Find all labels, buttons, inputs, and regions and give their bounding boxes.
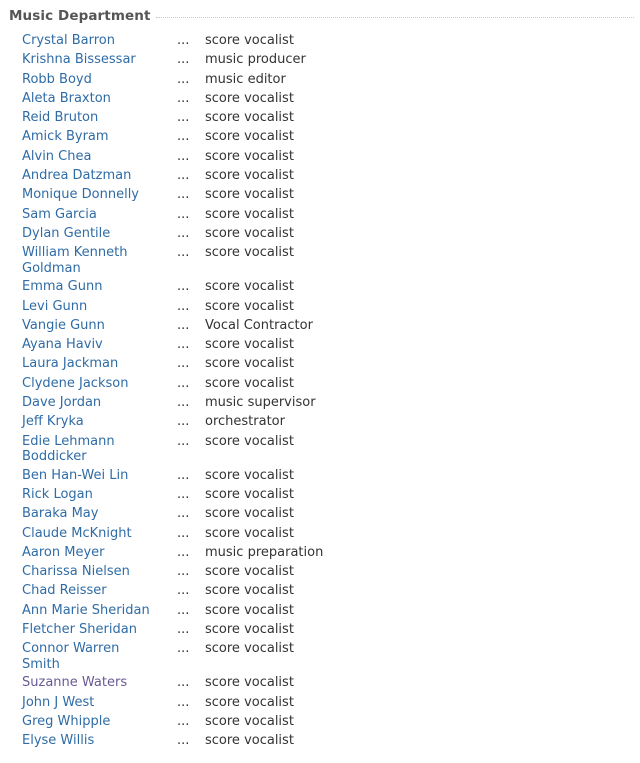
credit-separator: ...: [177, 317, 190, 333]
credit-name-cell: [22, 299, 156, 315]
credit-role: music supervisor: [205, 395, 316, 411]
credit-row: [0, 640, 640, 674]
credit-row: [0, 51, 640, 70]
credit-name-cell: [22, 506, 156, 522]
credit-row: [0, 90, 640, 109]
person-name-link[interactable]: Greg Whipple: [22, 713, 111, 729]
credit-name-cell: [22, 583, 156, 599]
person-name-link[interactable]: Krishna Bissessar: [22, 52, 136, 68]
credit-row: [0, 433, 640, 467]
credit-row: [0, 563, 640, 582]
person-name-link[interactable]: Edie Lehmann Boddicker: [22, 433, 115, 465]
credit-name-cell: [22, 395, 156, 411]
credit-role: score vocalist: [205, 168, 294, 184]
credit-role: music editor: [205, 71, 286, 87]
credit-row: [0, 278, 640, 297]
credit-name-cell: [22, 337, 156, 353]
credit-role: score vocalist: [205, 90, 294, 106]
person-name-link[interactable]: Ben Han-Wei Lin: [22, 467, 129, 483]
person-name-link[interactable]: Emma Gunn: [22, 279, 103, 295]
credit-separator: ...: [177, 733, 190, 749]
credit-name-cell: [22, 91, 156, 107]
credit-role: score vocalist: [205, 33, 294, 48]
person-name-link[interactable]: Rick Logan: [22, 486, 93, 502]
credit-separator: ...: [177, 110, 190, 126]
credit-row: [0, 355, 640, 374]
credit-separator: ...: [177, 467, 190, 483]
person-name-link[interactable]: Fletcher Sheridan: [22, 622, 137, 638]
person-name-link[interactable]: Crystal Barron: [22, 33, 115, 48]
person-name-link[interactable]: Robb Boyd: [22, 71, 92, 87]
credit-separator: ...: [177, 433, 190, 449]
credit-name-cell: [22, 110, 156, 126]
person-name-link[interactable]: Ann Marie Sheridan: [22, 602, 150, 618]
credit-role: score vocalist: [205, 206, 294, 222]
credit-name-cell: [22, 376, 156, 392]
person-name-link[interactable]: Dylan Gentile: [22, 225, 111, 241]
credit-role: score vocalist: [205, 713, 294, 729]
credit-separator: ...: [177, 298, 190, 314]
credit-role: score vocalist: [205, 694, 294, 710]
credit-separator: ...: [177, 713, 190, 729]
credit-name-cell: [22, 622, 156, 638]
credit-name-cell: [22, 52, 156, 68]
credit-name-cell: [22, 168, 156, 184]
person-name-link[interactable]: Dave Jordan: [22, 395, 102, 411]
credit-row: [0, 621, 640, 640]
credit-role: score vocalist: [205, 506, 294, 522]
credit-name-cell: [22, 33, 156, 49]
credit-row: [0, 602, 640, 621]
person-name-link[interactable]: Charissa Nielsen: [22, 564, 130, 580]
person-name-link[interactable]: Sam Garcia: [22, 206, 97, 222]
credit-role: score vocalist: [205, 129, 294, 145]
credit-separator: ...: [177, 675, 190, 691]
credit-name-cell: [22, 356, 156, 372]
credit-name-cell: [22, 226, 156, 242]
credit-separator: ...: [177, 279, 190, 295]
credit-separator: ...: [177, 583, 190, 599]
credit-separator: ...: [177, 245, 190, 261]
credit-row: [0, 225, 640, 244]
credit-separator: ...: [177, 337, 190, 353]
credit-role: score vocalist: [205, 356, 294, 372]
credit-name-cell: [22, 279, 156, 295]
credit-name-cell: [22, 72, 156, 88]
credit-separator: ...: [177, 356, 190, 372]
credit-name-cell: [22, 564, 156, 580]
credit-row: [0, 109, 640, 128]
credit-separator: ...: [177, 206, 190, 222]
credit-separator: ...: [177, 641, 190, 657]
credit-role: score vocalist: [205, 467, 294, 483]
credit-role: score vocalist: [205, 675, 294, 691]
credit-row: [0, 582, 640, 601]
credit-role: score vocalist: [205, 298, 294, 314]
credit-role: score vocalist: [205, 622, 294, 638]
person-name-link[interactable]: Suzanne Waters: [22, 675, 128, 691]
credit-row: [0, 713, 640, 732]
credit-role: score vocalist: [205, 187, 294, 203]
credit-separator: ...: [177, 525, 190, 541]
credit-name-cell: [22, 318, 156, 334]
credit-separator: ...: [177, 694, 190, 710]
credit-name-cell: [22, 526, 156, 542]
credit-separator: ...: [177, 414, 190, 430]
credit-row: [0, 186, 640, 205]
credit-role: score vocalist: [205, 602, 294, 618]
credit-separator: ...: [177, 148, 190, 164]
credit-row: [0, 244, 640, 278]
section-title: Music Department: [9, 8, 151, 24]
credit-row: [0, 375, 640, 394]
person-name-link[interactable]: Connor Warren Smith: [22, 641, 120, 672]
person-name-link[interactable]: Andrea Datzman: [22, 168, 132, 184]
credit-name-cell: [22, 641, 156, 672]
credit-row: [0, 544, 640, 563]
credit-name-cell: [22, 695, 156, 711]
person-name-link[interactable]: Monique Donnelly: [22, 187, 139, 203]
credit-role: score vocalist: [205, 525, 294, 541]
credit-separator: ...: [177, 187, 190, 203]
credit-row: [0, 71, 640, 90]
credit-name-cell: [22, 207, 156, 223]
credit-name-cell: [22, 733, 156, 749]
credit-role: music producer: [205, 52, 306, 68]
credits-list: [0, 32, 640, 752]
credit-separator: ...: [177, 622, 190, 638]
credit-name-cell: [22, 414, 156, 430]
credit-role: music preparation: [205, 544, 324, 560]
credit-role: score vocalist: [205, 148, 294, 164]
credit-separator: ...: [177, 506, 190, 522]
person-name-link[interactable]: Amick Byram: [22, 129, 109, 145]
credit-row: [0, 394, 640, 413]
person-name-link[interactable]: Elyse Willis: [22, 733, 95, 749]
credit-role: score vocalist: [205, 375, 294, 391]
credit-row: [0, 413, 640, 432]
credit-role: score vocalist: [205, 225, 294, 241]
person-name-link[interactable]: William Kenneth Goldman: [22, 245, 128, 276]
credit-name-cell: [22, 468, 156, 484]
person-name-link[interactable]: Clydene Jackson: [22, 375, 129, 391]
credit-name-cell: [22, 603, 156, 619]
credit-row: [0, 525, 640, 544]
credit-separator: ...: [177, 486, 190, 502]
credit-role: Vocal Contractor: [205, 317, 313, 333]
credit-role: score vocalist: [205, 110, 294, 126]
credit-separator: ...: [177, 90, 190, 106]
credit-separator: ...: [177, 544, 190, 560]
credit-role: score vocalist: [205, 486, 294, 502]
credit-role: score vocalist: [205, 733, 294, 749]
credit-row: [0, 128, 640, 147]
credit-name-cell: [22, 675, 156, 691]
credit-separator: ...: [177, 71, 190, 87]
credit-row: [0, 32, 640, 51]
credit-row: [0, 167, 640, 186]
section-header: [9, 6, 634, 26]
credit-separator: ...: [177, 375, 190, 391]
person-name-link[interactable]: Baraka May: [22, 506, 99, 522]
credit-row: [0, 148, 640, 167]
credit-role: score vocalist: [205, 564, 294, 580]
credit-name-cell: [22, 245, 156, 276]
person-name-link[interactable]: Ayana Haviv: [22, 337, 103, 353]
credit-row: [0, 298, 640, 317]
credit-row: [0, 694, 640, 713]
credit-role: score vocalist: [205, 337, 294, 353]
credit-separator: ...: [177, 395, 190, 411]
credit-name-cell: [22, 129, 156, 145]
credit-row: [0, 732, 640, 751]
person-name-link[interactable]: Claude McKnight: [22, 525, 132, 541]
person-name-link[interactable]: Vangie Gunn: [22, 317, 105, 333]
credit-row: [0, 505, 640, 524]
credit-row: [0, 486, 640, 505]
credit-role: score vocalist: [205, 641, 294, 657]
person-name-link[interactable]: Alvin Chea: [22, 148, 92, 164]
credit-name-cell: [22, 434, 156, 465]
section-divider: [156, 17, 634, 18]
person-name-link[interactable]: Aaron Meyer: [22, 544, 105, 560]
credit-row: [0, 467, 640, 486]
person-name-link[interactable]: Aleta Braxton: [22, 90, 111, 106]
credit-row: [0, 336, 640, 355]
person-name-link[interactable]: Chad Reisser: [22, 583, 107, 599]
credit-role: score vocalist: [205, 433, 294, 449]
credit-name-cell: [22, 545, 156, 561]
person-name-link[interactable]: Levi Gunn: [22, 298, 88, 314]
credit-separator: ...: [177, 52, 190, 68]
person-name-link[interactable]: Reid Bruton: [22, 110, 99, 126]
credit-separator: ...: [177, 129, 190, 145]
credit-row: [0, 674, 640, 693]
credit-row: [0, 317, 640, 336]
person-name-link[interactable]: Laura Jackman: [22, 356, 119, 372]
credit-separator: ...: [177, 602, 190, 618]
credit-separator: ...: [177, 225, 190, 241]
credit-role: score vocalist: [205, 245, 294, 261]
credit-role: orchestrator: [205, 414, 285, 430]
credit-row: [0, 206, 640, 225]
credit-separator: ...: [177, 564, 190, 580]
credit-separator: ...: [177, 168, 190, 184]
credit-role: score vocalist: [205, 279, 294, 295]
credit-name-cell: [22, 187, 156, 203]
credit-role: score vocalist: [205, 583, 294, 599]
credit-name-cell: [22, 149, 156, 165]
credit-separator: ...: [177, 33, 190, 48]
person-name-link[interactable]: Jeff Kryka: [22, 414, 84, 430]
person-name-link[interactable]: John J West: [22, 694, 95, 710]
credit-name-cell: [22, 714, 156, 730]
credit-name-cell: [22, 487, 156, 503]
